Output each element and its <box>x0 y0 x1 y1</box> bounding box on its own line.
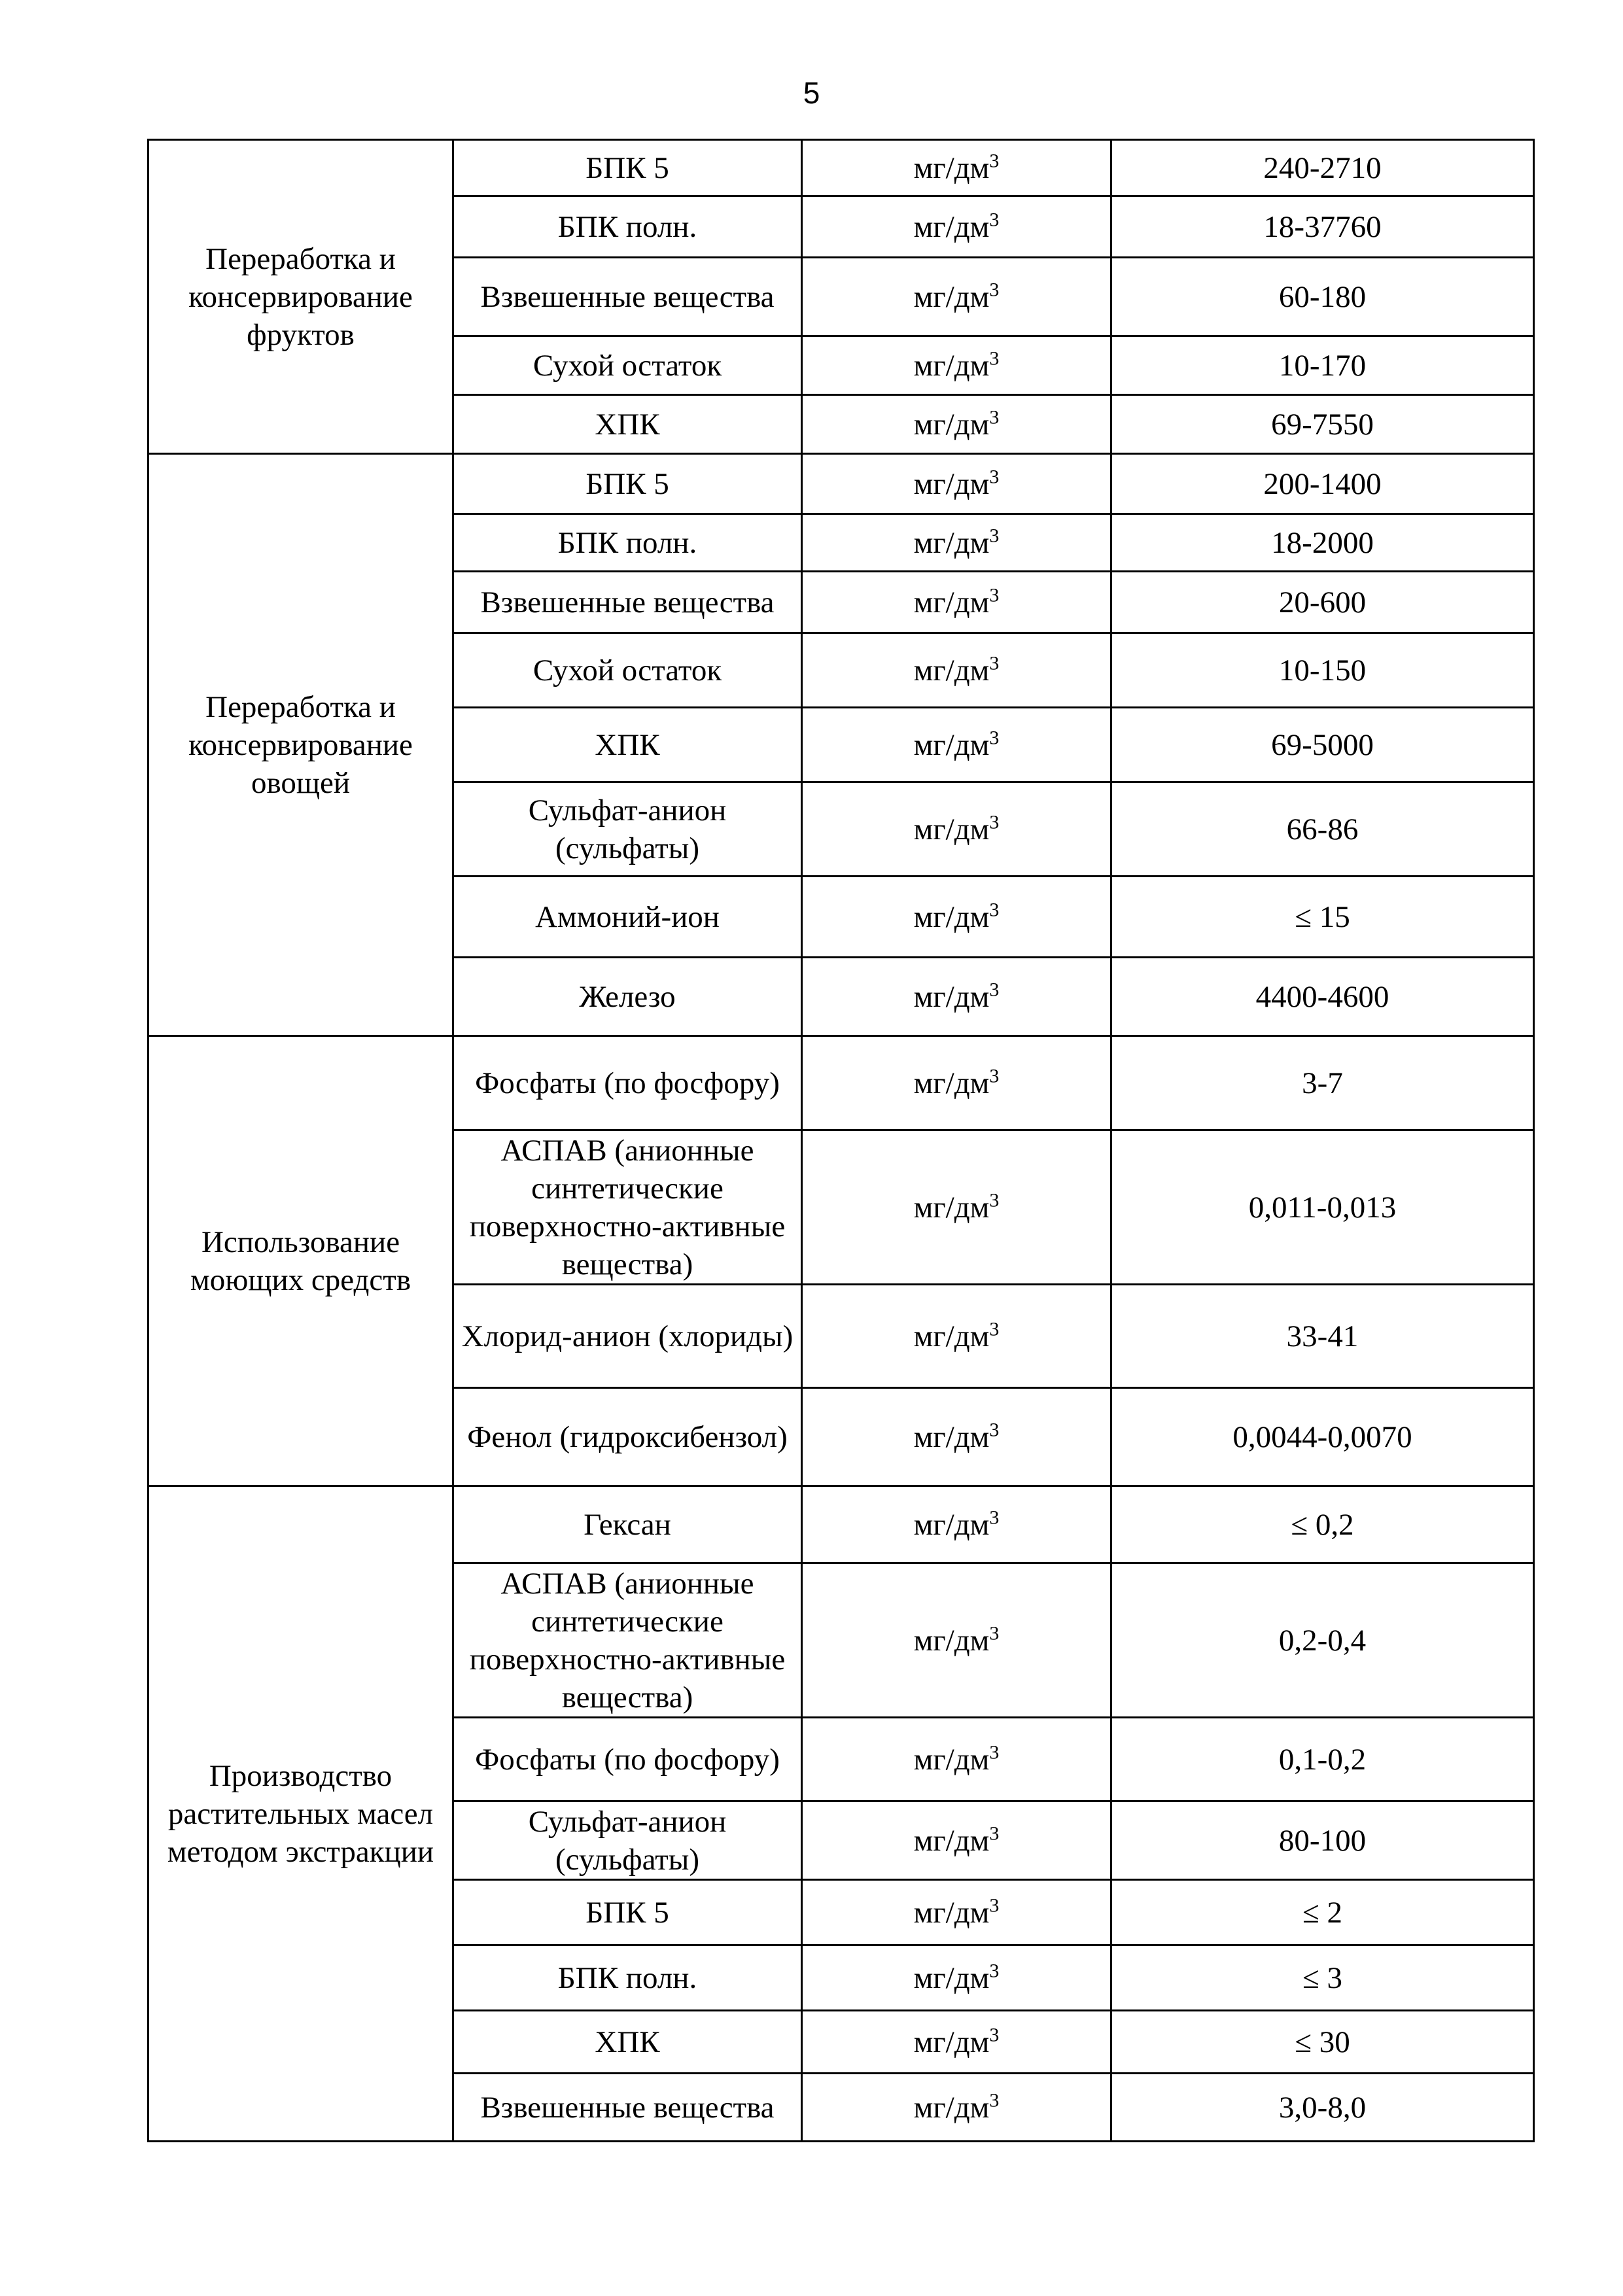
unit-exponent: 3 <box>989 406 1000 428</box>
unit-exponent: 3 <box>989 652 1000 674</box>
value-cell: 18-37760 <box>1111 196 1534 258</box>
unit-exponent: 3 <box>989 465 1000 487</box>
parameter-cell: БПК полн. <box>453 196 802 258</box>
unit-exponent: 3 <box>989 1959 1000 1981</box>
value-cell: 3,0-8,0 <box>1111 2074 1534 2142</box>
unit-exponent: 3 <box>989 583 1000 606</box>
value-cell: 18-2000 <box>1111 514 1534 572</box>
unit-exponent: 3 <box>989 1064 1000 1087</box>
unit-cell <box>802 572 1111 633</box>
group-name-cell: Переработка и консервирование фруктов <box>148 140 453 454</box>
unit-cell <box>802 395 1111 454</box>
unit-cell <box>802 1388 1111 1486</box>
group-name-cell: Производство растительных масел методом экстракции <box>148 1486 453 2142</box>
unit-base: мг/дм <box>913 209 990 244</box>
unit-base: мг/дм <box>913 585 990 619</box>
value-cell: 0,011-0,013 <box>1111 1130 1534 1285</box>
value-cell: 20-600 <box>1111 572 1534 633</box>
value-cell: 10-170 <box>1111 336 1534 395</box>
unit-base: мг/дм <box>913 979 990 1014</box>
page-number: 5 <box>803 76 820 110</box>
unit-base: мг/дм <box>913 1507 990 1542</box>
unit-base: мг/дм <box>913 525 990 560</box>
table-row <box>148 1036 1534 1130</box>
parameter-cell: Аммоний-ион <box>453 877 802 958</box>
unit-exponent: 3 <box>989 1506 1000 1528</box>
parameter-cell: БПК полн. <box>453 1945 802 2011</box>
parameter-cell: Фосфаты (по фосфору) <box>453 1718 802 1801</box>
parameter-cell: Взвешенные вещества <box>453 2074 802 2142</box>
parameter-cell: Сульфат-анион (сульфаты) <box>453 782 802 877</box>
unit-cell <box>802 1285 1111 1388</box>
parameter-cell: Сухой остаток <box>453 633 802 708</box>
value-cell: 60-180 <box>1111 258 1534 336</box>
parameter-cell: Фенол (гидроксибензол) <box>453 1388 802 1486</box>
unit-base: мг/дм <box>913 348 990 383</box>
unit-base: мг/дм <box>913 812 990 846</box>
unit-exponent: 3 <box>989 810 1000 833</box>
parameter-cell: БПК полн. <box>453 514 802 572</box>
unit-base: мг/дм <box>913 1960 990 1995</box>
unit-cell <box>802 782 1111 877</box>
unit-base: мг/дм <box>913 1066 990 1100</box>
unit-cell <box>802 633 1111 708</box>
unit-cell <box>802 1945 1111 2011</box>
parameter-cell: АСПАВ (анионные синтетические поверхностно-активные вещества) <box>453 1563 802 1718</box>
parameter-cell: ХПК <box>453 395 802 454</box>
value-cell: ≤ 2 <box>1111 1880 1534 1945</box>
unit-base: мг/дм <box>913 466 990 501</box>
unit-base: мг/дм <box>913 1319 990 1353</box>
parameter-cell: Железо <box>453 958 802 1036</box>
unit-base: мг/дм <box>913 727 990 762</box>
unit-exponent: 3 <box>989 347 1000 369</box>
unit-cell <box>802 1718 1111 1801</box>
unit-base: мг/дм <box>913 1419 990 1454</box>
parameter-cell: Сульфат-анион (сульфаты) <box>453 1801 802 1880</box>
unit-cell <box>802 196 1111 258</box>
unit-cell <box>802 336 1111 395</box>
value-cell: 80-100 <box>1111 1801 1534 1880</box>
table-row <box>148 1486 1534 1563</box>
value-cell: 69-5000 <box>1111 708 1534 782</box>
unit-cell <box>802 1801 1111 1880</box>
unit-exponent: 3 <box>989 1894 1000 1916</box>
value-cell: ≤ 0,2 <box>1111 1486 1534 1563</box>
unit-exponent: 3 <box>989 978 1000 1000</box>
unit-cell <box>802 1563 1111 1718</box>
unit-cell <box>802 1130 1111 1285</box>
unit-base: мг/дм <box>913 1190 990 1225</box>
value-cell: 69-7550 <box>1111 395 1534 454</box>
parameter-cell: АСПАВ (анионные синтетические поверхностно-активные вещества) <box>453 1130 802 1285</box>
unit-base: мг/дм <box>913 1823 990 1858</box>
unit-exponent: 3 <box>989 898 1000 920</box>
unit-cell <box>802 708 1111 782</box>
unit-exponent: 3 <box>989 149 1000 171</box>
unit-cell <box>802 2011 1111 2074</box>
unit-exponent: 3 <box>989 1189 1000 1211</box>
table-row <box>148 454 1534 514</box>
unit-cell <box>802 140 1111 196</box>
parameter-cell: Сухой остаток <box>453 336 802 395</box>
unit-cell <box>802 258 1111 336</box>
unit-cell <box>802 1486 1111 1563</box>
value-cell: ≤ 3 <box>1111 1945 1534 2011</box>
unit-base: мг/дм <box>913 1742 990 1777</box>
unit-exponent: 3 <box>989 1622 1000 1644</box>
unit-cell <box>802 514 1111 572</box>
group-name-cell: Переработка и консервирование овощей <box>148 454 453 1036</box>
unit-cell <box>802 454 1111 514</box>
value-cell: 240-2710 <box>1111 140 1534 196</box>
unit-exponent: 3 <box>989 1418 1000 1440</box>
value-cell: 0,2-0,4 <box>1111 1563 1534 1718</box>
unit-exponent: 3 <box>989 2089 1000 2111</box>
parameter-cell: БПК 5 <box>453 454 802 514</box>
group-name-cell: Использование моющих средств <box>148 1036 453 1486</box>
value-cell: 0,0044-0,0070 <box>1111 1388 1534 1486</box>
unit-cell <box>802 1036 1111 1130</box>
unit-exponent: 3 <box>989 1317 1000 1340</box>
value-cell: ≤ 30 <box>1111 2011 1534 2074</box>
unit-base: мг/дм <box>913 279 990 314</box>
unit-exponent: 3 <box>989 208 1000 230</box>
parameter-cell: Взвешенные вещества <box>453 258 802 336</box>
value-cell: 66-86 <box>1111 782 1534 877</box>
unit-base: мг/дм <box>913 899 990 934</box>
value-cell: 0,1-0,2 <box>1111 1718 1534 1801</box>
unit-exponent: 3 <box>989 524 1000 546</box>
unit-cell <box>802 2074 1111 2142</box>
table-row <box>148 140 1534 196</box>
parameter-cell: ХПК <box>453 708 802 782</box>
value-cell: 200-1400 <box>1111 454 1534 514</box>
value-cell: 10-150 <box>1111 633 1534 708</box>
unit-cell <box>802 877 1111 958</box>
pollutant-table <box>147 139 1535 2142</box>
unit-base: мг/дм <box>913 2090 990 2125</box>
unit-base: мг/дм <box>913 1895 990 1930</box>
unit-base: мг/дм <box>913 2025 990 2059</box>
unit-cell <box>802 958 1111 1036</box>
unit-exponent: 3 <box>989 1741 1000 1763</box>
unit-base: мг/дм <box>913 150 990 185</box>
unit-cell <box>802 1880 1111 1945</box>
value-cell: 33-41 <box>1111 1285 1534 1388</box>
parameter-cell: Взвешенные вещества <box>453 572 802 633</box>
parameter-cell: Хлорид-анион (хлориды) <box>453 1285 802 1388</box>
parameter-cell: ХПК <box>453 2011 802 2074</box>
unit-exponent: 3 <box>989 1822 1000 1844</box>
value-cell: ≤ 15 <box>1111 877 1534 958</box>
unit-base: мг/дм <box>913 407 990 442</box>
parameter-cell: Фосфаты (по фосфору) <box>453 1036 802 1130</box>
unit-exponent: 3 <box>989 2023 1000 2045</box>
unit-base: мг/дм <box>913 1623 990 1658</box>
value-cell: 3-7 <box>1111 1036 1534 1130</box>
parameter-cell: БПК 5 <box>453 140 802 196</box>
parameter-cell: БПК 5 <box>453 1880 802 1945</box>
unit-exponent: 3 <box>989 726 1000 748</box>
parameter-cell: Гексан <box>453 1486 802 1563</box>
unit-base: мг/дм <box>913 653 990 687</box>
value-cell: 4400-4600 <box>1111 958 1534 1036</box>
unit-exponent: 3 <box>989 278 1000 300</box>
